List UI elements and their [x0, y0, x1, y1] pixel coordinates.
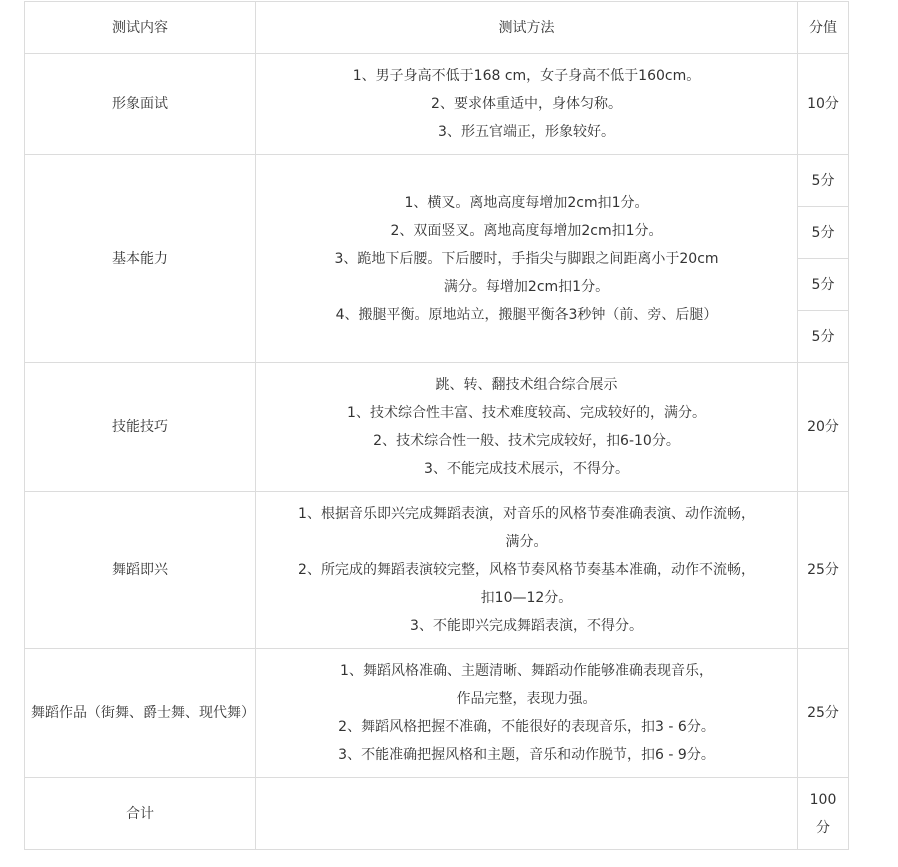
method-line: 1、技术综合性丰富、技术难度较高、完成较好的，满分。 — [347, 405, 706, 421]
score-cell: 5分 — [798, 207, 849, 259]
method-line: 满分。 — [505, 534, 548, 550]
method-cell — [256, 778, 798, 850]
scoring-table — [24, 1, 849, 850]
item-cell: 形象面试 — [25, 54, 256, 155]
method-cell — [256, 649, 798, 778]
table-row — [25, 155, 849, 207]
method-line: 跳、转、翻技术组合综合展示 — [435, 377, 618, 393]
table-row — [25, 54, 849, 155]
header-row — [25, 2, 849, 54]
method-line: 2、所完成的舞蹈表演较完整，风格节奏风格节奏基本准确，动作不流畅， — [298, 562, 755, 578]
method-line: 3、不能完成技术展示，不得分。 — [424, 461, 629, 477]
method-cell — [256, 155, 798, 363]
method-line: 3、不能准确把握风格和主题，音乐和动作脱节，扣6 - 9分。 — [338, 747, 715, 763]
score-cell: 5分 — [798, 259, 849, 311]
score-cell: 20分 — [798, 363, 849, 492]
item-cell: 基本能力 — [25, 155, 256, 363]
method-line: 3、形五官端正，形象较好。 — [438, 124, 615, 140]
method-line: 1、横叉。离地高度每增加2cm扣1分。 — [404, 194, 649, 211]
score-cell: 5分 — [798, 311, 849, 363]
score-cell: 10分 — [798, 54, 849, 155]
item-cell: 舞蹈即兴 — [25, 492, 256, 649]
method-line: 3、跪地下后腰。下后腰时，手指尖与脚跟之间距离小于20cm — [334, 250, 719, 267]
method-line: 4、搬腿平衡。原地站立，搬腿平衡各3秒钟（前、旁、后腿） — [335, 306, 718, 323]
item-cell: 技能技巧 — [25, 363, 256, 492]
table-row — [25, 649, 849, 778]
method-line: 2、技术综合性一般、技术完成较好，扣6-10分。 — [373, 433, 680, 449]
method-cell — [256, 492, 798, 649]
method-line: 1、根据音乐即兴完成舞蹈表演，对音乐的风格节奏准确表演、动作流畅， — [298, 506, 755, 522]
score-cell: 100分 — [798, 778, 849, 850]
header-method: 测试方法 — [256, 2, 798, 54]
method-line: 2、双面竖叉。离地高度每增加2cm扣1分。 — [390, 222, 663, 239]
method-cell — [256, 54, 798, 155]
header-score: 分值 — [798, 2, 849, 54]
total-row — [25, 778, 849, 850]
method-line: 2、要求体重适中，身体匀称。 — [431, 96, 622, 112]
score-cell: 25分 — [798, 649, 849, 778]
method-line: 1、舞蹈风格准确、主题清晰、舞蹈动作能够准确表现音乐， — [340, 663, 713, 679]
table-row — [25, 492, 849, 649]
item-cell: 合计 — [25, 778, 256, 850]
method-line: 作品完整，表现力强。 — [456, 691, 597, 707]
method-line: 1、男子身高不低于168 cm，女子身高不低于160cm。 — [352, 68, 701, 84]
method-line: 2、舞蹈风格把握不准确，不能很好的表现音乐，扣3 - 6分。 — [338, 719, 715, 735]
header-content: 测试内容 — [25, 2, 256, 54]
score-cell: 5分 — [798, 155, 849, 207]
score-cell: 25分 — [798, 492, 849, 649]
table-row — [25, 363, 849, 492]
item-cell: 舞蹈作品（街舞、爵士舞、现代舞） — [25, 649, 256, 778]
method-cell — [256, 363, 798, 492]
method-line: 3、不能即兴完成舞蹈表演，不得分。 — [410, 618, 643, 634]
method-line: 扣10—12分。 — [480, 590, 573, 606]
method-line: 满分。每增加2cm扣1分。 — [443, 278, 610, 295]
